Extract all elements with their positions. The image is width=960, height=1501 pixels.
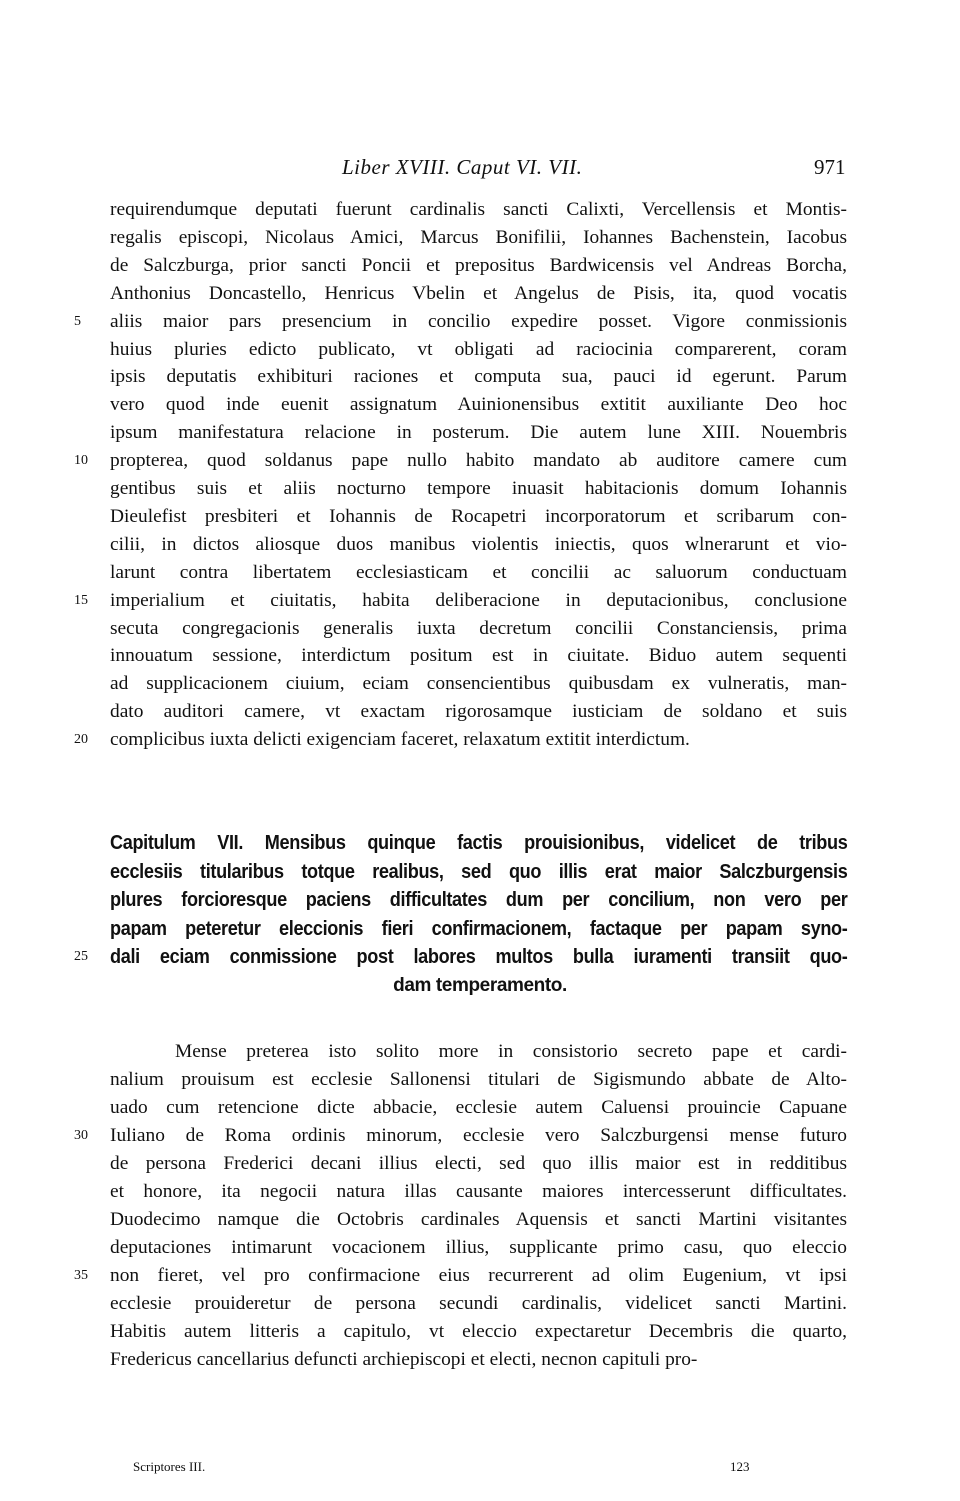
text-line: aliis maior pars presencium in concilio expedire posset. Vigore conmissionis (110, 310, 847, 332)
text-line: cilii, in dictos aliosque duos manibus violentis iniectis, quos wlnerarunt et vio- (110, 533, 847, 555)
text-line: secuta congregacionis generalis iuxta decretum concilii Constanciensis, prima (110, 617, 847, 639)
text-line: larunt contra libertatem ecclesiasticam et concilii ac saluorum conductuam (110, 561, 847, 583)
text-line: ecclesie prouideretur de persona secundi cardinalis, videlicet sancti Martini. (110, 1293, 847, 1314)
text-line: ecclesiis titularibus totque realibus, sed quo illis erat maior Salczburgensis (110, 859, 848, 883)
running-title: Liber XVIII. Caput VI. VII. (342, 155, 583, 179)
text-line: uado cum retencione dicte abbacie, ecclesie autem Caluensi prouincie Capuane (110, 1097, 847, 1118)
line-number: 5 (74, 313, 81, 329)
text-line: Fredericus cancellarius defuncti archiepiscopi et electi, necnon capituli pro- (110, 1349, 698, 1370)
text-line: dato auditori camere, vt exactam rigorosamque iusticiam de soldano et suis (110, 701, 847, 723)
text-line: ipsum manifestatura relacione in posterum. Die autem lune XIII. Nouembris (110, 422, 847, 444)
text-line: ad supplicacionem ciuium, eciam consencientibus quibusdam ex vulneratis, man- (110, 673, 847, 695)
text-line: plures forcioresque paciens difficultates dum per concilium, non vero per (110, 888, 848, 911)
text-line: Duodecimo namque die Octobris cardinales Aquensis et sancti Martini visitantes (110, 1209, 847, 1230)
text-line: non fieret, vel pro confirmacione eius recurrerent ad olim Eugenium, vt ipsi (110, 1265, 847, 1286)
text-line: complicibus iuxta delicti exigenciam faceret, relaxatum extitit interdictum. (110, 729, 690, 751)
text-line: Capitulum VII. Mensibus quinque factis prouisionibus, videlicet de tribus (110, 831, 848, 854)
text-line: innouatum sessione, interdictum positum est in ciuitate. Biduo autem sequenti (110, 645, 847, 667)
text-line: et honore, ita negocii natura illas causante maiores intercesserunt difficultates. (110, 1181, 847, 1202)
text-line: Iuliano de Roma ordinis minorum, ecclesie vero Salczburgensi mense futuro (110, 1125, 847, 1146)
sheet-number: 123 (730, 1459, 750, 1474)
text-line: deputaciones intimarunt vocacionem illius, supplicante primo casu, quo eleccio (110, 1237, 847, 1258)
text-line: Habitis autem litteris a capitulo, vt eleccio expectaretur Decembris die quarto, (110, 1321, 847, 1342)
text-line: Dieulefist presbiteri et Iohannis de Rocapetri incorporatorum et scribarum con- (110, 505, 847, 527)
text-line: regalis episcopi, Nicolaus Amici, Marcus Bonifilii, Iohannes Bachenstein, Iacobus (110, 226, 847, 248)
line-number: 10 (74, 453, 88, 469)
page-number: 971 (814, 155, 846, 179)
running-header (0, 155, 960, 189)
line-number: 30 (74, 1128, 88, 1143)
text-line: imperialium et ciuitatis, habita deliberacione in deputacionibus, conclusione (110, 589, 847, 611)
text-line: huius pluries edicto publicato, vt obligati ad raciocinia comparerent, coram (110, 338, 847, 360)
text-line: papam peteretur eleccionis fieri confirmacionem, factaque per papam syno- (110, 916, 848, 940)
text-line: dali eciam conmissione post labores multos bulla iuramenti transiit quo- (110, 945, 848, 968)
text-line: dam temperamento. (393, 974, 567, 996)
line-number: 35 (74, 1268, 88, 1283)
series-signature: Scriptores III. (133, 1459, 206, 1474)
text-line: Anthonius Doncastello, Henricus Vbelin et Angelus de Pisis, ita, quod vocatis (110, 282, 847, 304)
text-line: vero quod inde euenit assignatum Auinionensibus extitit auxiliante Deo hoc (110, 394, 847, 416)
text-line: de Salczburga, prior sancti Poncii et prepositus Bardwicensis vel Andreas Borcha, (110, 254, 847, 276)
text-line: propterea, quod soldanus pape nullo habito mandato ab auditore camere cum (110, 450, 847, 472)
text-line: ipsis deputatis exhibituri raciones et computa sua, pauci id egerunt. Parum (110, 366, 847, 388)
line-number: 15 (74, 592, 88, 608)
text-line: gentibus suis et aliis nocturno tempore inuasit habitacionis domum Iohannis (110, 478, 847, 499)
line-number: 25 (74, 949, 88, 964)
text-line: de persona Frederici decani illius electi, sed quo illis maior est in redditibus (110, 1153, 847, 1174)
text-line: Mense preterea isto solito more in consistorio secreto pape et cardi- (175, 1041, 847, 1062)
page-footer (0, 1459, 960, 1479)
text-line: requirendumque deputati fuerunt cardinalis sancti Calixti, Vercellensis et Montis- (110, 199, 847, 220)
line-number: 20 (74, 732, 88, 748)
text-line: nalium prouisum est ecclesie Sallonensi titulari de Sigismundo abbate de Alto- (110, 1069, 847, 1090)
